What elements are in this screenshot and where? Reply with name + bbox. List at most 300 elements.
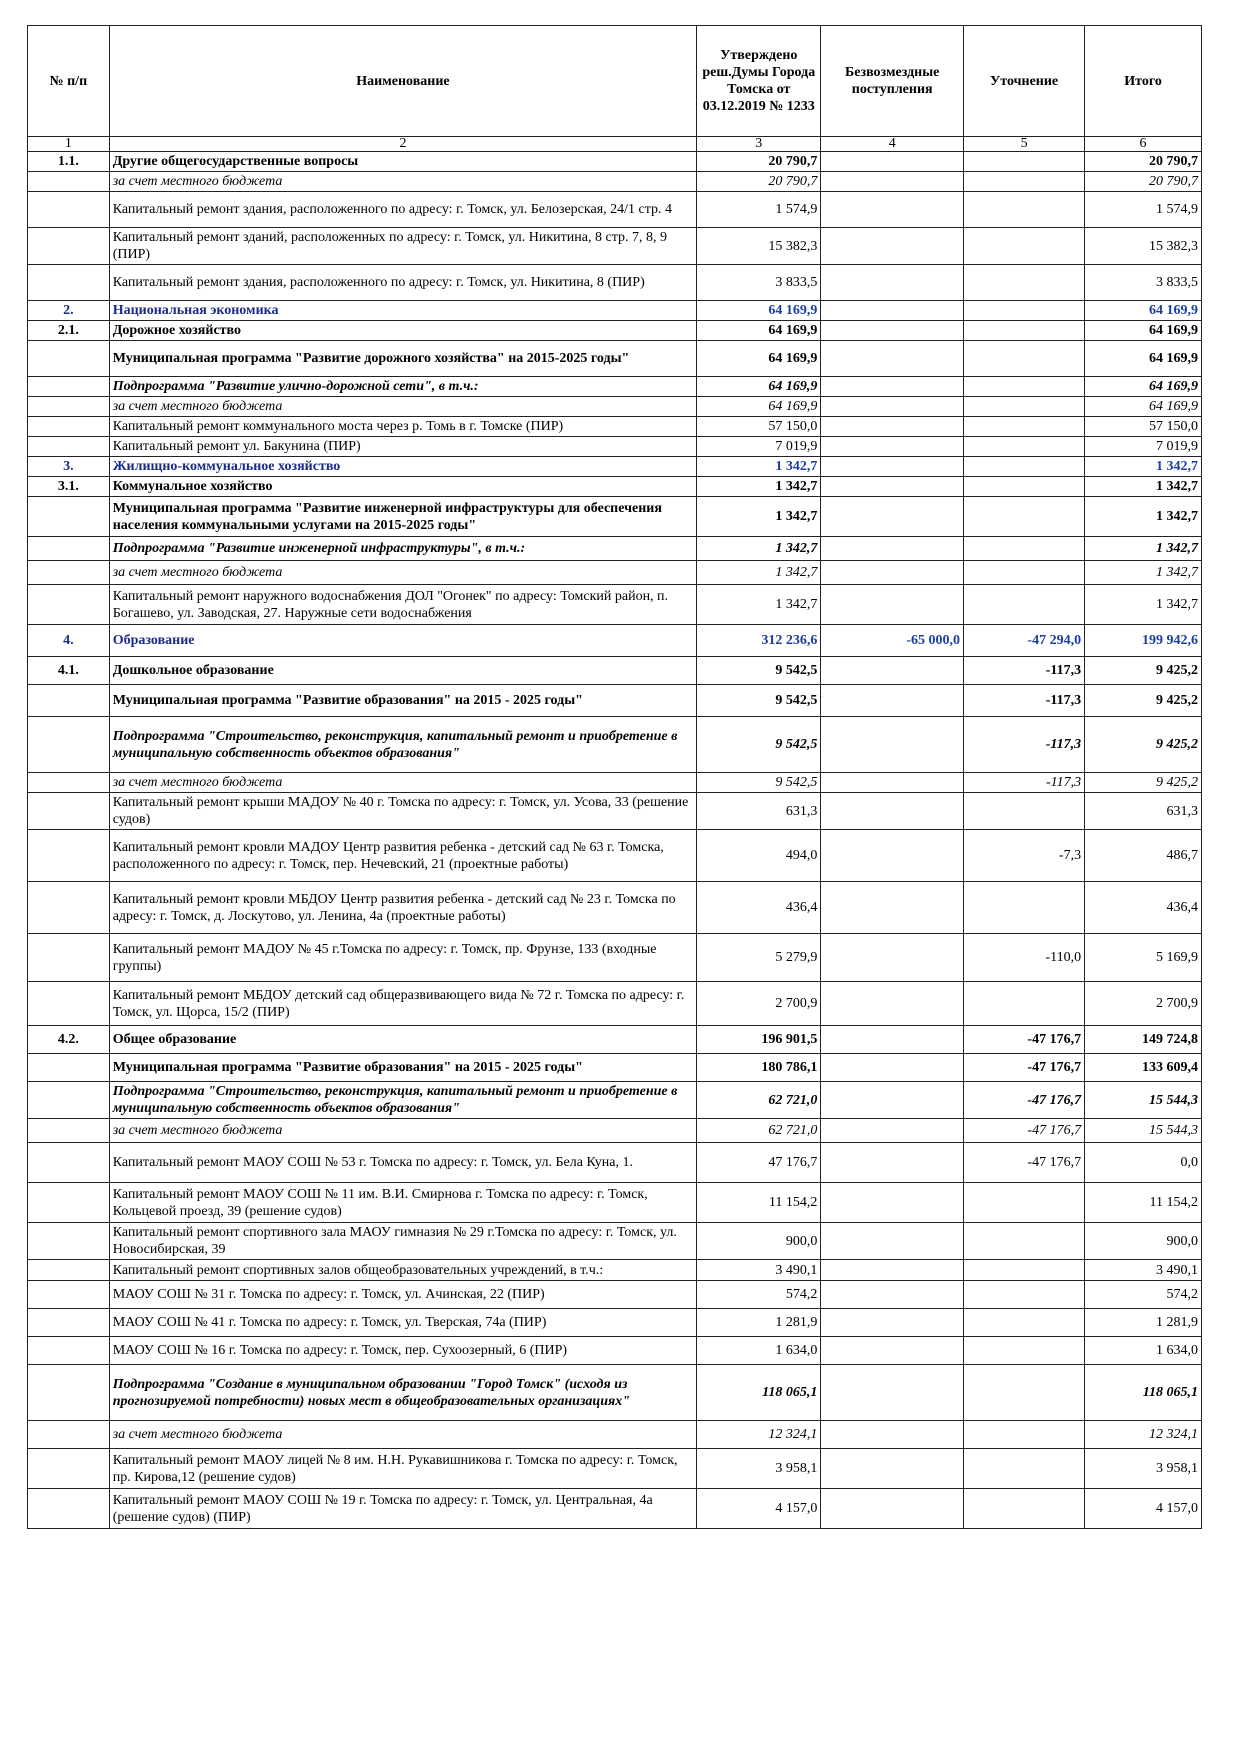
row-number [28,341,110,377]
row-name: Жилищно-коммунальное хозяйство [109,457,697,477]
budget-document-page [27,25,1202,1529]
row-total-value: 57 150,0 [1085,417,1202,437]
row-total-value: 574,2 [1085,1281,1202,1309]
row-clarification-value: -117,3 [964,657,1085,685]
row-grants-value [821,537,964,561]
row-approved-value: 4 157,0 [697,1489,821,1529]
row-name: Дошкольное образование [109,657,697,685]
row-approved-value: 1 342,7 [697,585,821,625]
row-approved-value: 9 542,5 [697,685,821,717]
row-number [28,1281,110,1309]
row-clarification-value [964,377,1085,397]
row-approved-value: 62 721,0 [697,1119,821,1143]
row-number [28,934,110,982]
row-number [28,1082,110,1119]
row-number [28,585,110,625]
row-clarification-value [964,793,1085,830]
row-grants-value [821,1143,964,1183]
row-grants-value [821,1183,964,1223]
row-grants-value [821,1260,964,1281]
row-number [28,397,110,417]
row-number [28,793,110,830]
row-clarification-value: -117,3 [964,685,1085,717]
row-approved-value: 1 342,7 [697,497,821,537]
row-total-value: 20 790,7 [1085,152,1202,172]
row-clarification-value [964,301,1085,321]
row-name: Капитальный ремонт МАОУ СОШ № 53 г. Томска по адресу: г. Томск, ул. Бела Куна, 1. [109,1143,697,1183]
row-clarification-value [964,497,1085,537]
table-row [28,717,1202,773]
row-clarification-value [964,561,1085,585]
budget-table [27,25,1202,1529]
row-number [28,265,110,301]
row-name: Капитальный ремонт МАОУ СОШ № 19 г. Томска по адресу: г. Томск, ул. Центральная, 4а (решение судов) (ПИР) [109,1489,697,1529]
table-row [28,397,1202,417]
row-number [28,417,110,437]
table-row [28,537,1202,561]
row-grants-value [821,1026,964,1054]
row-grants-value [821,192,964,228]
row-total-value: 64 169,9 [1085,377,1202,397]
row-approved-value: 9 542,5 [697,657,821,685]
row-approved-value: 47 176,7 [697,1143,821,1183]
row-grants-value [821,717,964,773]
row-approved-value: 1 342,7 [697,457,821,477]
table-row [28,1026,1202,1054]
row-name: Коммунальное хозяйство [109,477,697,497]
row-grants-value [821,417,964,437]
row-name: за счет местного бюджета [109,397,697,417]
row-total-value: 9 425,2 [1085,685,1202,717]
column-index: 5 [964,137,1085,152]
row-approved-value: 574,2 [697,1281,821,1309]
table-row [28,321,1202,341]
row-name: Капитальный ремонт зданий, расположенных по адресу: г. Томск, ул. Никитина, 8 стр. 7, 8, 9 (ПИР) [109,228,697,265]
row-number [28,1054,110,1082]
row-approved-value: 196 901,5 [697,1026,821,1054]
row-clarification-value [964,982,1085,1026]
table-row [28,192,1202,228]
row-number: 1.1. [28,152,110,172]
row-name: Национальная экономика [109,301,697,321]
table-row [28,265,1202,301]
row-number: 3. [28,457,110,477]
row-grants-value [821,228,964,265]
row-clarification-value [964,321,1085,341]
row-total-value: 0,0 [1085,1143,1202,1183]
row-name: Капитальный ремонт ул. Бакунина (ПИР) [109,437,697,457]
table-row [28,228,1202,265]
row-total-value: 2 700,9 [1085,982,1202,1026]
row-name: Капитальный ремонт наружного водоснабжения ДОЛ "Огонек" по адресу: Томский район, п. Богашево, ул. Заводская, 27. Наружные сети водоснабжения [109,585,697,625]
row-clarification-value [964,537,1085,561]
row-grants-value: -65 000,0 [821,625,964,657]
row-approved-value: 1 342,7 [697,561,821,585]
row-total-value: 4 157,0 [1085,1489,1202,1529]
row-grants-value [821,397,964,417]
row-total-value: 631,3 [1085,793,1202,830]
row-total-value: 9 425,2 [1085,717,1202,773]
section-row [28,457,1202,477]
row-clarification-value [964,228,1085,265]
column-index: 4 [821,137,964,152]
row-total-value: 3 490,1 [1085,1260,1202,1281]
row-number [28,497,110,537]
table-row [28,1309,1202,1337]
row-name: Другие общегосударственные вопросы [109,152,697,172]
table-row [28,585,1202,625]
row-total-value: 436,4 [1085,882,1202,934]
row-approved-value: 3 958,1 [697,1449,821,1489]
row-name: МАОУ СОШ № 16 г. Томска по адресу: г. Томск, пер. Сухоозерный, 6 (ПИР) [109,1337,697,1365]
table-row [28,172,1202,192]
row-total-value: 11 154,2 [1085,1183,1202,1223]
row-grants-value [821,265,964,301]
row-approved-value: 11 154,2 [697,1183,821,1223]
row-name: Капитальный ремонт здания, расположенного по адресу: г. Томск, ул. Никитина, 8 (ПИР) [109,265,697,301]
row-grants-value [821,1119,964,1143]
row-clarification-value [964,172,1085,192]
row-clarification-value: -47 176,7 [964,1082,1085,1119]
table-row [28,1054,1202,1082]
row-number [28,773,110,793]
row-approved-value: 64 169,9 [697,397,821,417]
row-clarification-value: -7,3 [964,830,1085,882]
row-number [28,1143,110,1183]
row-total-value: 118 065,1 [1085,1365,1202,1421]
row-approved-value: 180 786,1 [697,1054,821,1082]
row-name: Капитальный ремонт спортивного зала МАОУ гимназия № 29 г.Томска по адресу: г. Томск, ул. Новосибирская, 39 [109,1223,697,1260]
row-total-value: 1 281,9 [1085,1309,1202,1337]
row-name: МАОУ СОШ № 31 г. Томска по адресу: г. Томск, ул. Ачинская, 22 (ПИР) [109,1281,697,1309]
header-row [28,26,1202,137]
row-approved-value: 64 169,9 [697,321,821,341]
row-number [28,1421,110,1449]
table-row [28,657,1202,685]
table-row [28,1223,1202,1260]
row-total-value: 15 544,3 [1085,1119,1202,1143]
row-number [28,1337,110,1365]
row-name: Капитальный ремонт МБДОУ детский сад общеразвивающего вида № 72 г. Томска по адресу: г. Томск, ул. Щорса, 15/2 (ПИР) [109,982,697,1026]
row-grants-value [821,301,964,321]
table-row [28,1449,1202,1489]
row-grants-value [821,341,964,377]
row-approved-value: 436,4 [697,882,821,934]
row-total-value: 486,7 [1085,830,1202,882]
row-name: Муниципальная программа "Развитие образования" на 2015 - 2025 годы" [109,685,697,717]
row-clarification-value [964,1489,1085,1529]
row-number [28,882,110,934]
table-row [28,1365,1202,1421]
table-row [28,934,1202,982]
column-index: 2 [109,137,697,152]
row-number [28,228,110,265]
row-number [28,830,110,882]
row-total-value: 1 342,7 [1085,537,1202,561]
row-name: Образование [109,625,697,657]
table-row [28,1183,1202,1223]
row-clarification-value [964,1223,1085,1260]
row-approved-value: 2 700,9 [697,982,821,1026]
row-grants-value [821,172,964,192]
row-approved-value: 900,0 [697,1223,821,1260]
row-number: 2.1. [28,321,110,341]
row-clarification-value: -47 176,7 [964,1026,1085,1054]
row-number [28,1223,110,1260]
row-grants-value [821,982,964,1026]
row-total-value: 133 609,4 [1085,1054,1202,1082]
column-index: 3 [697,137,821,152]
row-number [28,717,110,773]
row-name: за счет местного бюджета [109,172,697,192]
row-grants-value [821,1082,964,1119]
row-number: 4.2. [28,1026,110,1054]
row-total-value: 20 790,7 [1085,172,1202,192]
row-name: Капитальный ремонт МАДОУ № 45 г.Томска по адресу: г. Томск, пр. Фрунзе, 133 (входные группы) [109,934,697,982]
row-name: Капитальный ремонт МАОУ лицей № 8 им. Н.Н. Рукавишникова г. Томска по адресу: г. Томск, пр. Кирова,12 (решение судов) [109,1449,697,1489]
row-grants-value [821,561,964,585]
row-approved-value: 64 169,9 [697,341,821,377]
row-clarification-value [964,192,1085,228]
row-number [28,1183,110,1223]
row-clarification-value: -47 176,7 [964,1054,1085,1082]
row-total-value: 15 544,3 [1085,1082,1202,1119]
row-grants-value [821,657,964,685]
row-grants-value [821,1421,964,1449]
table-row [28,882,1202,934]
row-clarification-value [964,882,1085,934]
header-grants: Безвозмездные поступления [821,26,964,137]
row-approved-value: 9 542,5 [697,717,821,773]
row-grants-value [821,882,964,934]
row-total-value: 7 019,9 [1085,437,1202,457]
table-row [28,477,1202,497]
row-approved-value: 118 065,1 [697,1365,821,1421]
row-number [28,685,110,717]
row-approved-value: 1 342,7 [697,537,821,561]
row-total-value: 1 574,9 [1085,192,1202,228]
row-total-value: 64 169,9 [1085,321,1202,341]
row-approved-value: 312 236,6 [697,625,821,657]
row-number [28,537,110,561]
row-approved-value: 5 279,9 [697,934,821,982]
table-row [28,341,1202,377]
row-grants-value [821,585,964,625]
row-total-value: 900,0 [1085,1223,1202,1260]
row-grants-value [821,1223,964,1260]
row-approved-value: 494,0 [697,830,821,882]
row-total-value: 1 342,7 [1085,477,1202,497]
table-row [28,1489,1202,1529]
row-clarification-value [964,417,1085,437]
row-grants-value [821,1365,964,1421]
row-name: Капитальный ремонт коммунального моста через р. Томь в г. Томске (ПИР) [109,417,697,437]
row-total-value: 1 342,7 [1085,497,1202,537]
column-index: 1 [28,137,110,152]
row-grants-value [821,934,964,982]
row-total-value: 9 425,2 [1085,773,1202,793]
table-row [28,152,1202,172]
table-row [28,497,1202,537]
row-number: 4. [28,625,110,657]
row-name: Муниципальная программа "Развитие дорожного хозяйства" на 2015-2025 годы" [109,341,697,377]
column-index: 6 [1085,137,1202,152]
row-number [28,192,110,228]
row-approved-value: 1 342,7 [697,477,821,497]
table-row [28,773,1202,793]
row-clarification-value [964,457,1085,477]
row-total-value: 3 958,1 [1085,1449,1202,1489]
row-approved-value: 1 574,9 [697,192,821,228]
row-approved-value: 1 281,9 [697,1309,821,1337]
row-total-value: 199 942,6 [1085,625,1202,657]
header-clarification: Уточнение [964,26,1085,137]
row-approved-value: 57 150,0 [697,417,821,437]
row-grants-value [821,321,964,341]
row-grants-value [821,773,964,793]
row-clarification-value: -47 294,0 [964,625,1085,657]
row-number: 3.1. [28,477,110,497]
header-name: Наименование [109,26,697,137]
row-number [28,1365,110,1421]
row-name: МАОУ СОШ № 41 г. Томска по адресу: г. Томск, ул. Тверская, 74а (ПИР) [109,1309,697,1337]
row-total-value: 1 342,7 [1085,585,1202,625]
row-name: Подпрограмма "Развитие инженерной инфраструктуры", в т.ч.: [109,537,697,561]
row-approved-value: 9 542,5 [697,773,821,793]
row-approved-value: 20 790,7 [697,172,821,192]
row-clarification-value [964,152,1085,172]
row-clarification-value [964,437,1085,457]
row-name: Дорожное хозяйство [109,321,697,341]
row-clarification-value: -117,3 [964,773,1085,793]
section-row [28,301,1202,321]
row-clarification-value: -47 176,7 [964,1119,1085,1143]
row-number [28,172,110,192]
row-clarification-value [964,1365,1085,1421]
row-grants-value [821,457,964,477]
row-number: 4.1. [28,657,110,685]
column-index-row [28,137,1202,152]
row-total-value: 9 425,2 [1085,657,1202,685]
row-approved-value: 3 490,1 [697,1260,821,1281]
row-clarification-value [964,1421,1085,1449]
row-grants-value [821,1337,964,1365]
table-row [28,1421,1202,1449]
row-name: за счет местного бюджета [109,1421,697,1449]
row-grants-value [821,377,964,397]
row-clarification-value [964,1260,1085,1281]
row-total-value: 1 342,7 [1085,561,1202,585]
row-clarification-value [964,585,1085,625]
row-name: Подпрограмма "Создание в муниципальном образовании "Город Томск" (исходя из прогнозируемой потребности) новых мест в общеобразовательных организациях" [109,1365,697,1421]
row-name: Капитальный ремонт МАОУ СОШ № 11 им. В.И. Смирнова г. Томска по адресу: г. Томск, Кольцевой проезд, 39 (решение судов) [109,1183,697,1223]
row-name: Подпрограмма "Строительство, реконструкция, капитальный ремонт и приобретение в муниципальную собственность объектов образования" [109,1082,697,1119]
row-approved-value: 64 169,9 [697,301,821,321]
row-grants-value [821,1054,964,1082]
table-row [28,417,1202,437]
row-clarification-value [964,265,1085,301]
row-approved-value: 1 634,0 [697,1337,821,1365]
table-row [28,1337,1202,1365]
table-row [28,1260,1202,1281]
row-approved-value: 631,3 [697,793,821,830]
table-row [28,1143,1202,1183]
row-grants-value [821,1309,964,1337]
row-clarification-value: -47 176,7 [964,1143,1085,1183]
row-grants-value [821,1489,964,1529]
row-clarification-value [964,1309,1085,1337]
row-clarification-value [964,1449,1085,1489]
table-row [28,793,1202,830]
row-grants-value [821,793,964,830]
row-total-value: 1 634,0 [1085,1337,1202,1365]
row-name: за счет местного бюджета [109,1119,697,1143]
row-total-value: 12 324,1 [1085,1421,1202,1449]
section-row [28,625,1202,657]
row-grants-value [821,477,964,497]
row-name: Капитальный ремонт спортивных залов общеобразовательных учреждений, в т.ч.: [109,1260,697,1281]
row-total-value: 64 169,9 [1085,397,1202,417]
row-clarification-value: -110,0 [964,934,1085,982]
row-number [28,982,110,1026]
row-approved-value: 3 833,5 [697,265,821,301]
row-grants-value [821,1449,964,1489]
row-total-value: 149 724,8 [1085,1026,1202,1054]
table-row [28,377,1202,397]
row-approved-value: 7 019,9 [697,437,821,457]
row-number: 2. [28,301,110,321]
table-row [28,437,1202,457]
row-name: Капитальный ремонт крыши МАДОУ № 40 г. Томска по адресу: г. Томск, ул. Усова, 33 (решение судов) [109,793,697,830]
row-total-value: 3 833,5 [1085,265,1202,301]
row-clarification-value [964,1281,1085,1309]
row-grants-value [821,1281,964,1309]
table-row [28,1082,1202,1119]
row-grants-value [821,497,964,537]
row-approved-value: 64 169,9 [697,377,821,397]
table-row [28,982,1202,1026]
row-number [28,437,110,457]
row-approved-value: 20 790,7 [697,152,821,172]
row-clarification-value [964,1183,1085,1223]
row-clarification-value [964,477,1085,497]
row-number [28,377,110,397]
row-approved-value: 12 324,1 [697,1421,821,1449]
row-approved-value: 15 382,3 [697,228,821,265]
row-name: Подпрограмма "Развитие улично-дорожной сети", в т.ч.: [109,377,697,397]
row-number [28,1309,110,1337]
table-row [28,561,1202,585]
row-total-value: 1 342,7 [1085,457,1202,477]
row-number [28,1260,110,1281]
table-row [28,830,1202,882]
row-name: Капитальный ремонт кровли МБДОУ Центр развития ребенка - детский сад № 23 г. Томска по адресу: г. Томск, д. Лоскутово, ул. Ленина, 4а (проектные работы) [109,882,697,934]
row-grants-value [821,152,964,172]
row-number [28,1489,110,1529]
header-num: № п/п [28,26,110,137]
row-name: Общее образование [109,1026,697,1054]
row-name: Капитальный ремонт здания, расположенного по адресу: г. Томск, ул. Белозерская, 24/1 стр. 4 [109,192,697,228]
row-total-value: 5 169,9 [1085,934,1202,982]
row-clarification-value [964,397,1085,417]
row-number [28,561,110,585]
row-name: за счет местного бюджета [109,773,697,793]
row-name: Муниципальная программа "Развитие инженерной инфраструктуры для обеспечения населения коммунальными услугами на 2015-2025 годы" [109,497,697,537]
row-name: за счет местного бюджета [109,561,697,585]
table-row [28,685,1202,717]
row-total-value: 64 169,9 [1085,301,1202,321]
row-name: Муниципальная программа "Развитие образования" на 2015 - 2025 годы" [109,1054,697,1082]
